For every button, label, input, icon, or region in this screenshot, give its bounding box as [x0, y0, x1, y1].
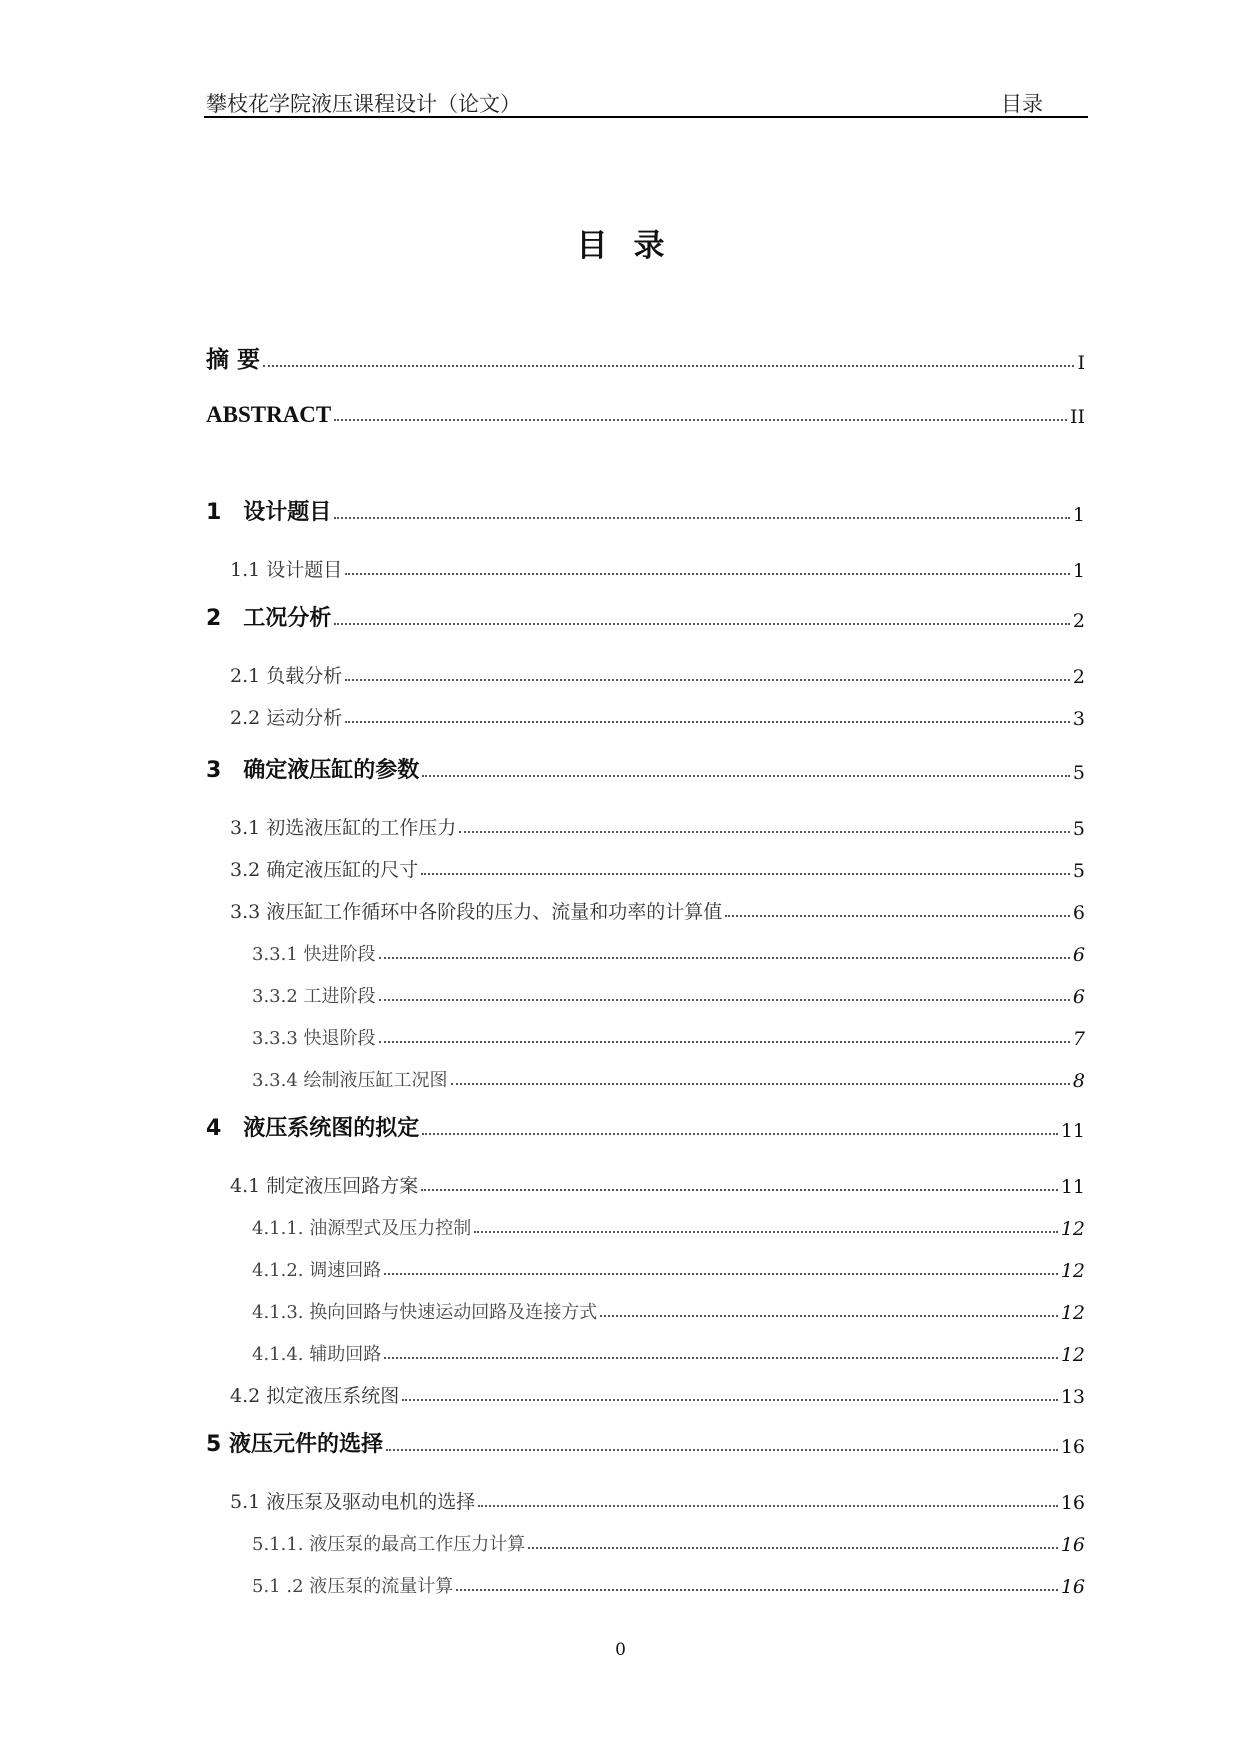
- toc-entry-page: 5: [1072, 818, 1085, 840]
- toc-leader-dots: [384, 1273, 1058, 1275]
- toc-entry-page: 11: [1060, 1120, 1085, 1142]
- toc-leader-dots: [379, 999, 1070, 1001]
- toc-entry-page: 11: [1060, 1176, 1085, 1198]
- toc-entry-abstract-en[interactable]: [206, 398, 1085, 428]
- toc-leader-dots: [422, 775, 1070, 777]
- toc-leader-dots: [600, 1315, 1058, 1317]
- toc-entry-page: 16: [1060, 1534, 1085, 1556]
- toc-leader-dots: [345, 721, 1070, 723]
- toc-entry-section-3-3-1[interactable]: [252, 936, 1085, 966]
- toc-entry-label: ABSTRACT: [206, 402, 332, 427]
- toc-entry-page: 1: [1072, 560, 1085, 582]
- toc-entry-page: 1: [1072, 504, 1085, 526]
- toc-entry-chapter-3[interactable]: [206, 754, 1085, 784]
- toc-entry-section-3-3-3[interactable]: [252, 1020, 1085, 1050]
- toc-entry-label: 4.2 拟定液压系统图: [230, 1385, 400, 1407]
- page-header: [204, 86, 1088, 118]
- toc-entry-label: 1.1 设计题目: [230, 559, 343, 581]
- toc-leader-dots: [334, 517, 1070, 519]
- toc-leader-dots: [528, 1547, 1058, 1549]
- toc-leader-dots: [421, 873, 1070, 875]
- toc-entry-label: 2 工况分析: [206, 606, 332, 631]
- toc-entry-label: 3.3 液压缸工作循环中各阶段的压力、流量和功率的计算值: [230, 901, 723, 923]
- toc-entry-label: 4.1.1. 油源型式及压力控制: [252, 1218, 472, 1239]
- toc-entry-section-5-1[interactable]: [230, 1484, 1085, 1514]
- toc-leader-dots: [334, 623, 1070, 625]
- toc-entry-chapter-1[interactable]: [206, 496, 1085, 526]
- toc-entry-section-4-1-2[interactable]: [252, 1252, 1085, 1282]
- toc-entry-page: 16: [1060, 1576, 1085, 1598]
- toc-leader-dots: [345, 573, 1070, 575]
- header-document-title: 攀枝花学院液压课程设计（论文）: [206, 92, 521, 116]
- toc-entry-section-4-1-3[interactable]: [252, 1294, 1085, 1324]
- toc-entry-label: 4 液压系统图的拟定: [206, 1116, 420, 1141]
- toc-entry-page: 16: [1060, 1436, 1085, 1458]
- toc-leader-dots: [386, 1449, 1058, 1451]
- page-number: 0: [615, 1640, 626, 1660]
- toc-leader-dots: [402, 1399, 1058, 1401]
- toc-entry-page: 8: [1072, 1070, 1085, 1092]
- toc-leader-dots: [725, 915, 1070, 917]
- toc-leader-dots: [459, 831, 1070, 833]
- toc-entry-page: 16: [1060, 1492, 1085, 1514]
- toc-entry-section-3-1[interactable]: [230, 810, 1085, 840]
- toc-leader-dots: [263, 365, 1074, 367]
- toc-leader-dots: [334, 419, 1067, 421]
- toc-entry-page: 12: [1060, 1302, 1085, 1324]
- toc-entry-label: 5.1 液压泵及驱动电机的选择: [230, 1491, 476, 1513]
- toc-entry-section-4-1-1[interactable]: [252, 1210, 1085, 1240]
- toc-leader-dots: [422, 1133, 1058, 1135]
- toc-entry-abstract-cn[interactable]: [206, 344, 1085, 374]
- toc-entry-page: 2: [1072, 666, 1085, 688]
- toc-entry-section-2-1[interactable]: [230, 658, 1085, 688]
- toc-entry-page: 7: [1072, 1028, 1085, 1050]
- toc-entry-section-3-2[interactable]: [230, 852, 1085, 882]
- toc-entry-section-3-3-4[interactable]: [252, 1062, 1085, 1092]
- header-section-title: 目录: [1001, 92, 1043, 116]
- toc-leader-dots: [379, 1041, 1070, 1043]
- toc-leader-dots: [421, 1189, 1058, 1191]
- toc-entry-label: 5 液压元件的选择: [206, 1432, 383, 1457]
- toc-entry-label: 3.3.3 快退阶段: [252, 1028, 376, 1049]
- toc-entry-label: 4.1.2. 调速回路: [252, 1260, 382, 1281]
- toc-leader-dots: [345, 679, 1070, 681]
- toc-entry-page: 12: [1060, 1260, 1085, 1282]
- toc-leader-dots: [456, 1589, 1058, 1591]
- toc-entry-label: 3.3.2 工进阶段: [252, 986, 376, 1007]
- toc-leader-dots: [451, 1083, 1070, 1085]
- toc-entry-page: II: [1069, 406, 1085, 428]
- toc-entry-page: 2: [1072, 610, 1085, 632]
- toc-entry-chapter-2[interactable]: [206, 602, 1085, 632]
- toc-leader-dots: [478, 1505, 1058, 1507]
- toc-entry-page: 5: [1072, 860, 1085, 882]
- toc-entry-label: 3 确定液压缸的参数: [206, 758, 420, 783]
- toc-entry-section-4-2[interactable]: [230, 1378, 1085, 1408]
- toc-entry-label: 3.1 初选液压缸的工作压力: [230, 817, 457, 839]
- toc-entry-label: 3.2 确定液压缸的尺寸: [230, 859, 419, 881]
- toc-entry-label: 5.1 .2 液压泵的流量计算: [252, 1576, 454, 1597]
- toc-entry-page: 13: [1060, 1386, 1085, 1408]
- toc-entry-label: 4.1 制定液压回路方案: [230, 1175, 419, 1197]
- toc-leader-dots: [384, 1357, 1058, 1359]
- toc-entry-label: 2.2 运动分析: [230, 707, 343, 729]
- toc-entry-label: 3.3.1 快进阶段: [252, 944, 376, 965]
- toc-entry-section-1-1[interactable]: [230, 552, 1085, 582]
- toc-entry-label: 5.1.1. 液压泵的最高工作压力计算: [252, 1534, 526, 1555]
- toc-entry-page: 12: [1060, 1344, 1085, 1366]
- toc-entry-page: 6: [1072, 902, 1085, 924]
- toc-entry-page: 12: [1060, 1218, 1085, 1240]
- toc-entry-section-3-3-2[interactable]: [252, 978, 1085, 1008]
- toc-entry-section-5-1-1[interactable]: [252, 1526, 1085, 1556]
- toc-entry-label: 3.3.4 绘制液压缸工况图: [252, 1070, 448, 1091]
- toc-entry-label: 4.1.3. 换向回路与快速运动回路及连接方式: [252, 1302, 598, 1323]
- toc-entry-section-4-1-4[interactable]: [252, 1336, 1085, 1366]
- toc-entry-section-4-1[interactable]: [230, 1168, 1085, 1198]
- toc-entry-label: 摘 要: [206, 347, 261, 373]
- toc-entry-section-5-1-2[interactable]: [252, 1568, 1085, 1598]
- toc-entry-label: 1 设计题目: [206, 500, 332, 525]
- toc-entry-page: 6: [1072, 986, 1085, 1008]
- toc-entry-page: 3: [1072, 708, 1085, 730]
- toc-entry-page: I: [1077, 352, 1085, 374]
- toc-entry-label: 2.1 负载分析: [230, 665, 343, 687]
- toc-entry-label: 4.1.4. 辅助回路: [252, 1344, 382, 1365]
- toc-leader-dots: [474, 1231, 1058, 1233]
- page-title: 目录: [576, 228, 691, 264]
- toc-entry-chapter-5[interactable]: [206, 1428, 1085, 1458]
- toc-entry-section-2-2[interactable]: [230, 700, 1085, 730]
- toc-entry-chapter-4[interactable]: [206, 1112, 1085, 1142]
- toc-entry-page: 5: [1072, 762, 1085, 784]
- toc-leader-dots: [379, 957, 1070, 959]
- toc-entry-page: 6: [1072, 944, 1085, 966]
- toc-entry-section-3-3[interactable]: [230, 894, 1085, 924]
